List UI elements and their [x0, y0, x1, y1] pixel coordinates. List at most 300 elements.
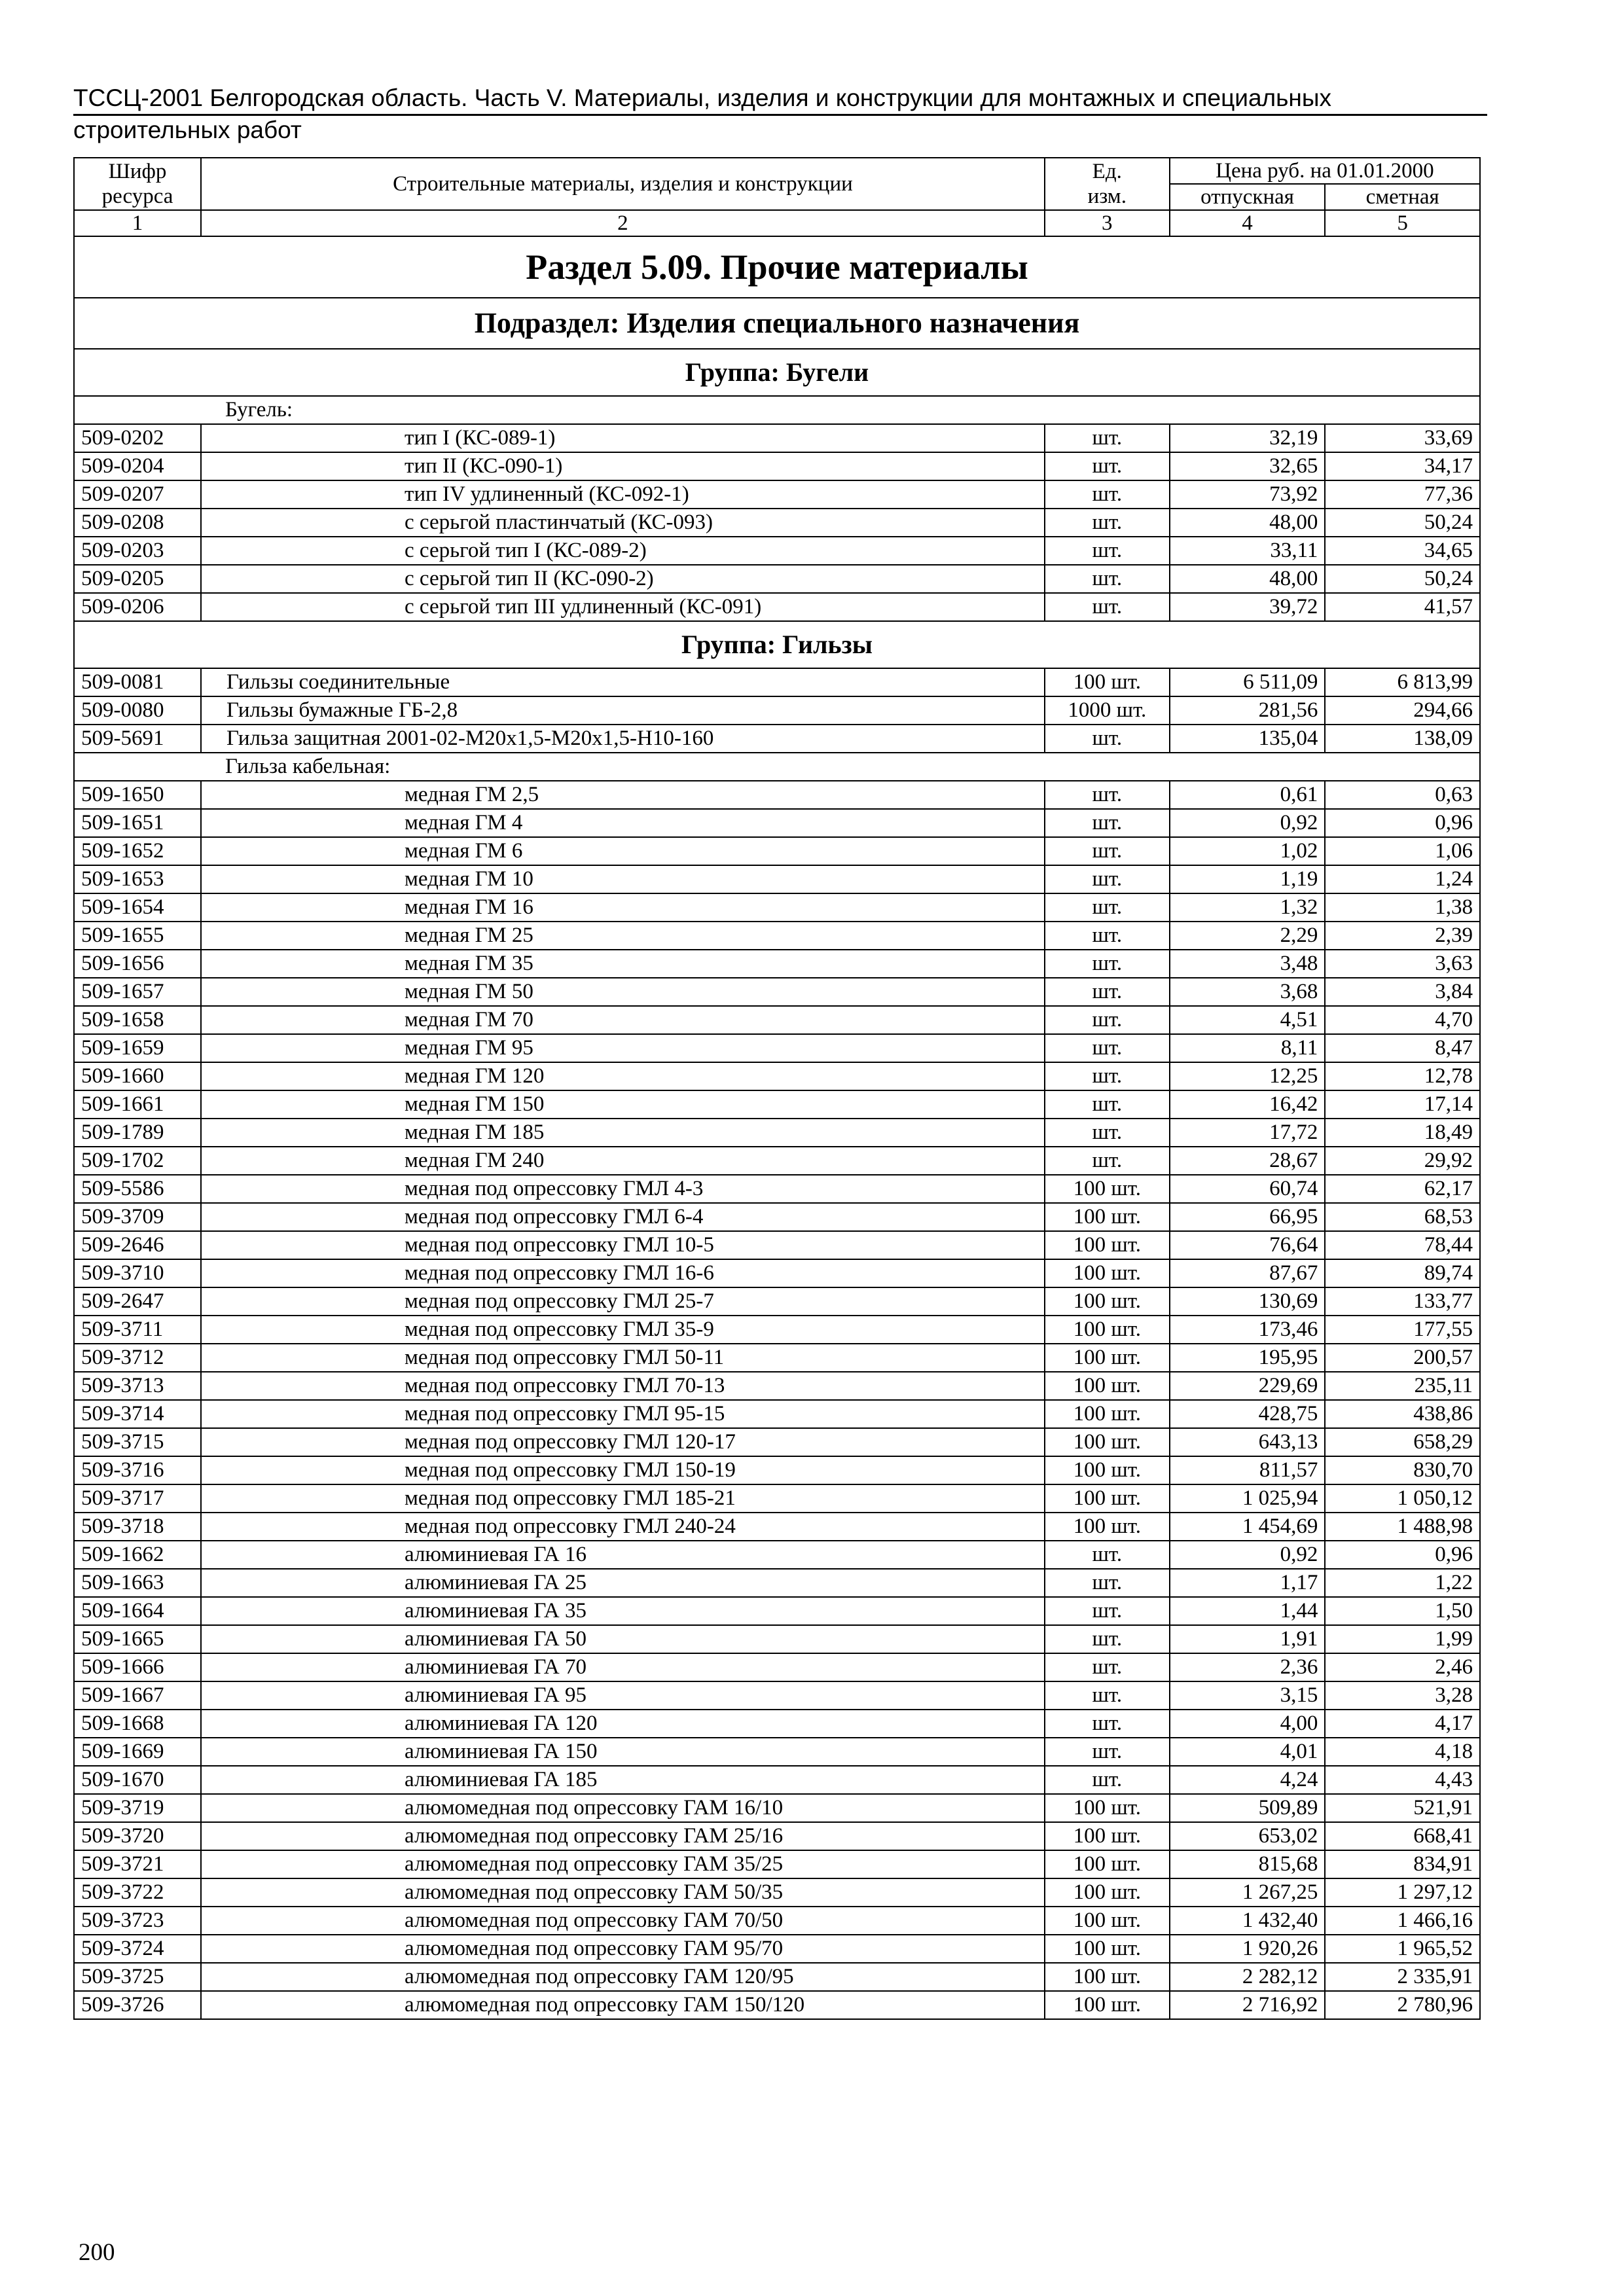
estimate-price: 4,43 — [1325, 1766, 1480, 1794]
table-row — [74, 1372, 1480, 1400]
resource-code: 509-0206 — [74, 593, 201, 621]
release-price: 3,15 — [1170, 1681, 1326, 1710]
resource-code: 509-3711 — [74, 1316, 201, 1344]
release-price: 32,19 — [1170, 424, 1326, 452]
estimate-price: 1 965,52 — [1325, 1935, 1480, 1963]
table-row — [74, 1175, 1480, 1203]
resource-code: 509-3722 — [74, 1878, 201, 1907]
resource-code: 509-3720 — [74, 1822, 201, 1850]
estimate-price: 0,96 — [1325, 809, 1480, 837]
resource-code: 509-0203 — [74, 537, 201, 565]
material-name: медная под опрессовку ГМЛ 25-7 — [201, 1287, 1045, 1316]
unit: 100 шт. — [1045, 1822, 1170, 1850]
release-price: 1,02 — [1170, 837, 1326, 865]
column-header-unit: Ед. изм. — [1045, 158, 1170, 210]
column-number: 4 — [1170, 210, 1326, 236]
release-price: 73,92 — [1170, 480, 1326, 509]
unit: 100 шт. — [1045, 1484, 1170, 1513]
cable-rows — [74, 781, 1480, 2019]
release-price: 281,56 — [1170, 696, 1326, 725]
unit: 100 шт. — [1045, 1850, 1170, 1878]
release-price: 1 454,69 — [1170, 1513, 1326, 1541]
table-row — [74, 1963, 1480, 1991]
table-row — [74, 1062, 1480, 1090]
resource-code: 509-2647 — [74, 1287, 201, 1316]
unit: шт. — [1045, 1597, 1170, 1625]
material-name: тип IV удлиненный (КС-092-1) — [201, 480, 1045, 509]
resource-code: 509-3723 — [74, 1907, 201, 1935]
unit: шт. — [1045, 1710, 1170, 1738]
table-row — [74, 696, 1480, 725]
resource-code: 509-1661 — [74, 1090, 201, 1119]
release-price: 2 716,92 — [1170, 1991, 1326, 2019]
table-row — [74, 1738, 1480, 1766]
estimate-price: 138,09 — [1325, 725, 1480, 753]
estimate-price: 34,17 — [1325, 452, 1480, 480]
estimate-price: 1 297,12 — [1325, 1878, 1480, 1907]
table-row — [74, 1006, 1480, 1034]
material-name: медная ГМ 185 — [201, 1119, 1045, 1147]
material-name: алюминиевая ГА 120 — [201, 1710, 1045, 1738]
estimate-price: 438,86 — [1325, 1400, 1480, 1428]
estimate-price: 50,24 — [1325, 565, 1480, 593]
bugeli-rows — [74, 424, 1480, 621]
unit: 100 шт. — [1045, 1907, 1170, 1935]
estimate-price: 77,36 — [1325, 480, 1480, 509]
table-row — [74, 1259, 1480, 1287]
estimate-price: 2,46 — [1325, 1653, 1480, 1681]
resource-code: 509-2646 — [74, 1231, 201, 1259]
unit: шт. — [1045, 1034, 1170, 1062]
header-title-line-1: ТССЦ-2001 Белгородская область. Часть V. Материалы, изделия и конструкции для монтажных и специальных — [73, 84, 1331, 111]
unit: 100 шт. — [1045, 1935, 1170, 1963]
gilzy-rows — [74, 668, 1480, 753]
cable-heading — [74, 753, 1480, 781]
estimate-price: 1 488,98 — [1325, 1513, 1480, 1541]
material-name: алюминиевая ГА 95 — [201, 1681, 1045, 1710]
estimate-price: 3,28 — [1325, 1681, 1480, 1710]
unit: 100 шт. — [1045, 1400, 1170, 1428]
column-number: 3 — [1045, 210, 1170, 236]
release-price: 17,72 — [1170, 1119, 1326, 1147]
table-row — [74, 509, 1480, 537]
material-name: медная ГМ 10 — [201, 865, 1045, 893]
material-name: медная под опрессовку ГМЛ 4-3 — [201, 1175, 1045, 1203]
release-price: 2,29 — [1170, 922, 1326, 950]
material-name: Гильзы соединительные — [201, 668, 1045, 696]
material-name: алюминиевая ГА 50 — [201, 1625, 1045, 1653]
estimate-price: 89,74 — [1325, 1259, 1480, 1287]
column-header-name: Строительные материалы, изделия и конструкции — [201, 158, 1045, 210]
table-row — [74, 1428, 1480, 1456]
material-name: Гильзы бумажные ГБ-2,8 — [201, 696, 1045, 725]
unit: шт. — [1045, 1625, 1170, 1653]
unit: 100 шт. — [1045, 1316, 1170, 1344]
table-row — [74, 1878, 1480, 1907]
resource-code: 509-3725 — [74, 1963, 201, 1991]
table-row — [74, 1400, 1480, 1428]
table-row — [74, 837, 1480, 865]
release-price: 428,75 — [1170, 1400, 1326, 1428]
release-price: 32,65 — [1170, 452, 1326, 480]
resource-code: 509-1664 — [74, 1597, 201, 1625]
resource-code: 509-1652 — [74, 837, 201, 865]
unit: шт. — [1045, 565, 1170, 593]
unit: шт. — [1045, 893, 1170, 922]
material-name: медная ГМ 120 — [201, 1062, 1045, 1090]
table-row — [74, 537, 1480, 565]
release-price: 1 432,40 — [1170, 1907, 1326, 1935]
release-price: 195,95 — [1170, 1344, 1326, 1372]
table-head-row — [74, 158, 1480, 184]
resource-code: 509-3716 — [74, 1456, 201, 1484]
release-price: 66,95 — [1170, 1203, 1326, 1231]
resource-code: 509-0208 — [74, 509, 201, 537]
material-name: медная ГМ 95 — [201, 1034, 1045, 1062]
estimate-price: 4,18 — [1325, 1738, 1480, 1766]
table-row — [74, 1907, 1480, 1935]
estimate-price: 1,22 — [1325, 1569, 1480, 1597]
resource-code: 509-3717 — [74, 1484, 201, 1513]
resource-code: 509-1650 — [74, 781, 201, 809]
material-name: медная ГМ 50 — [201, 978, 1045, 1006]
estimate-price: 830,70 — [1325, 1456, 1480, 1484]
resource-code: 509-1660 — [74, 1062, 201, 1090]
unit: шт. — [1045, 950, 1170, 978]
material-name: медная под опрессовку ГМЛ 50-11 — [201, 1344, 1045, 1372]
release-price: 16,42 — [1170, 1090, 1326, 1119]
table-row — [74, 1034, 1480, 1062]
material-name: медная ГМ 16 — [201, 893, 1045, 922]
material-name: алюминиевая ГА 185 — [201, 1766, 1045, 1794]
unit: шт. — [1045, 1766, 1170, 1794]
estimate-price: 668,41 — [1325, 1822, 1480, 1850]
release-price: 2 282,12 — [1170, 1963, 1326, 1991]
release-price: 87,67 — [1170, 1259, 1326, 1287]
material-name: медная ГМ 6 — [201, 837, 1045, 865]
resource-code: 509-0202 — [74, 424, 201, 452]
release-price: 130,69 — [1170, 1287, 1326, 1316]
release-price: 48,00 — [1170, 509, 1326, 537]
release-price: 60,74 — [1170, 1175, 1326, 1203]
material-name: алюмомедная под опрессовку ГАМ 16/10 — [201, 1794, 1045, 1822]
column-header-release-price: отпускная — [1170, 184, 1326, 210]
estimate-price: 12,78 — [1325, 1062, 1480, 1090]
column-number: 1 — [74, 210, 201, 236]
table-row — [74, 1287, 1480, 1316]
release-price: 135,04 — [1170, 725, 1326, 753]
release-price: 509,89 — [1170, 1794, 1326, 1822]
subgroup-label-row — [74, 753, 1480, 781]
resource-code: 509-3715 — [74, 1428, 201, 1456]
estimate-price: 0,96 — [1325, 1541, 1480, 1569]
unit: 100 шт. — [1045, 1372, 1170, 1400]
estimate-price: 18,49 — [1325, 1119, 1480, 1147]
estimate-price: 177,55 — [1325, 1316, 1480, 1344]
resource-code: 509-1655 — [74, 922, 201, 950]
resource-code: 509-1668 — [74, 1710, 201, 1738]
estimate-price: 834,91 — [1325, 1850, 1480, 1878]
release-price: 0,92 — [1170, 809, 1326, 837]
resource-code: 509-5691 — [74, 725, 201, 753]
material-name: алюмомедная под опрессовку ГАМ 70/50 — [201, 1907, 1045, 1935]
header-title-line-2: строительных работ — [73, 117, 302, 143]
table-row — [74, 1991, 1480, 2019]
material-name: медная под опрессовку ГМЛ 6-4 — [201, 1203, 1045, 1231]
table-row — [74, 1653, 1480, 1681]
unit: шт. — [1045, 837, 1170, 865]
table-row — [74, 1513, 1480, 1541]
table-row — [74, 1710, 1480, 1738]
unit: шт. — [1045, 1147, 1170, 1175]
group-heading-row — [74, 349, 1480, 396]
resource-code: 509-3710 — [74, 1259, 201, 1287]
table-row — [74, 865, 1480, 893]
release-price: 0,61 — [1170, 781, 1326, 809]
unit: шт. — [1045, 1006, 1170, 1034]
estimate-price: 294,66 — [1325, 696, 1480, 725]
unit: шт. — [1045, 593, 1170, 621]
column-header-estimate-price: сметная — [1325, 184, 1480, 210]
table-row — [74, 1090, 1480, 1119]
estimate-price: 3,63 — [1325, 950, 1480, 978]
release-price: 2,36 — [1170, 1653, 1326, 1681]
resource-code: 509-1653 — [74, 865, 201, 893]
subsection-heading-row — [74, 298, 1480, 349]
column-number: 5 — [1325, 210, 1480, 236]
material-name: медная под опрессовку ГМЛ 150-19 — [201, 1456, 1045, 1484]
table-row — [74, 1316, 1480, 1344]
estimate-price: 33,69 — [1325, 424, 1480, 452]
unit: 100 шт. — [1045, 1428, 1170, 1456]
table-row — [74, 809, 1480, 837]
unit: шт. — [1045, 424, 1170, 452]
material-name: медная ГМ 2,5 — [201, 781, 1045, 809]
resource-code: 509-1663 — [74, 1569, 201, 1597]
release-price: 1,32 — [1170, 893, 1326, 922]
table-row — [74, 893, 1480, 922]
unit: шт. — [1045, 922, 1170, 950]
table-row — [74, 1344, 1480, 1372]
unit: шт. — [1045, 1681, 1170, 1710]
resource-code: 509-0207 — [74, 480, 201, 509]
release-price: 811,57 — [1170, 1456, 1326, 1484]
unit: шт. — [1045, 1653, 1170, 1681]
page-number: 200 — [79, 2239, 115, 2266]
estimate-price: 17,14 — [1325, 1090, 1480, 1119]
material-name: медная ГМ 35 — [201, 950, 1045, 978]
estimate-price: 1,06 — [1325, 837, 1480, 865]
table-row — [74, 922, 1480, 950]
release-price: 1 025,94 — [1170, 1484, 1326, 1513]
resource-code: 509-0081 — [74, 668, 201, 696]
unit: 100 шт. — [1045, 1513, 1170, 1541]
table-row — [74, 668, 1480, 696]
resource-code: 509-1659 — [74, 1034, 201, 1062]
unit: шт. — [1045, 809, 1170, 837]
material-name: алюминиевая ГА 16 — [201, 1541, 1045, 1569]
resource-code: 509-1651 — [74, 809, 201, 837]
unit: шт. — [1045, 1738, 1170, 1766]
release-price: 1 267,25 — [1170, 1878, 1326, 1907]
estimate-price: 200,57 — [1325, 1344, 1480, 1372]
material-name: медная под опрессовку ГМЛ 16-6 — [201, 1259, 1045, 1287]
release-price: 653,02 — [1170, 1822, 1326, 1850]
material-name: алюминиевая ГА 70 — [201, 1653, 1045, 1681]
table-row — [74, 1231, 1480, 1259]
material-name: с серьгой пластинчатый (КС-093) — [201, 509, 1045, 537]
estimate-price: 68,53 — [1325, 1203, 1480, 1231]
column-number: 2 — [201, 210, 1045, 236]
group-heading-row — [74, 621, 1480, 668]
table-row — [74, 1203, 1480, 1231]
estimate-price: 521,91 — [1325, 1794, 1480, 1822]
release-price: 4,51 — [1170, 1006, 1326, 1034]
table-row — [74, 1822, 1480, 1850]
estimate-price: 1,38 — [1325, 893, 1480, 922]
release-price: 173,46 — [1170, 1316, 1326, 1344]
resource-code: 509-3724 — [74, 1935, 201, 1963]
table-row — [74, 725, 1480, 753]
table-row — [74, 1597, 1480, 1625]
estimate-price: 2 335,91 — [1325, 1963, 1480, 1991]
release-price: 4,01 — [1170, 1738, 1326, 1766]
unit: шт. — [1045, 1569, 1170, 1597]
release-price: 6 511,09 — [1170, 668, 1326, 696]
subsection-heading: Подраздел: Изделия специального назначения — [74, 298, 1480, 349]
table-row — [74, 1119, 1480, 1147]
unit: 100 шт. — [1045, 1203, 1170, 1231]
estimate-price: 235,11 — [1325, 1372, 1480, 1400]
gilzy-heading — [74, 621, 1480, 668]
unit: 100 шт. — [1045, 1456, 1170, 1484]
estimate-price: 2,39 — [1325, 922, 1480, 950]
material-name: алюмомедная под опрессовку ГАМ 120/95 — [201, 1963, 1045, 1991]
unit: 100 шт. — [1045, 1344, 1170, 1372]
resource-code: 509-1789 — [74, 1119, 201, 1147]
release-price: 12,25 — [1170, 1062, 1326, 1090]
table-row — [74, 1850, 1480, 1878]
unit: шт. — [1045, 865, 1170, 893]
estimate-price: 62,17 — [1325, 1175, 1480, 1203]
release-price: 8,11 — [1170, 1034, 1326, 1062]
unit: шт. — [1045, 509, 1170, 537]
release-price: 4,24 — [1170, 1766, 1326, 1794]
release-price: 1,17 — [1170, 1569, 1326, 1597]
material-name: медная под опрессовку ГМЛ 95-15 — [201, 1400, 1045, 1428]
material-name: медная ГМ 150 — [201, 1090, 1045, 1119]
unit: шт. — [1045, 1119, 1170, 1147]
unit: 100 шт. — [1045, 1794, 1170, 1822]
table-row — [74, 1766, 1480, 1794]
table-row — [74, 480, 1480, 509]
release-price: 48,00 — [1170, 565, 1326, 593]
estimate-price: 2 780,96 — [1325, 1991, 1480, 2019]
unit: шт. — [1045, 1062, 1170, 1090]
estimate-price: 41,57 — [1325, 593, 1480, 621]
resource-code: 509-1658 — [74, 1006, 201, 1034]
table-row — [74, 1569, 1480, 1597]
material-name: медная под опрессовку ГМЛ 240-24 — [201, 1513, 1045, 1541]
material-name: тип II (КС-090-1) — [201, 452, 1045, 480]
release-price: 1 920,26 — [1170, 1935, 1326, 1963]
unit: 100 шт. — [1045, 1259, 1170, 1287]
resource-code: 509-1657 — [74, 978, 201, 1006]
material-name: медная под опрессовку ГМЛ 185-21 — [201, 1484, 1045, 1513]
unit: 100 шт. — [1045, 668, 1170, 696]
resource-code: 509-0080 — [74, 696, 201, 725]
unit: шт. — [1045, 781, 1170, 809]
resource-code: 509-1667 — [74, 1681, 201, 1710]
resource-code: 509-1702 — [74, 1147, 201, 1175]
release-price: 4,00 — [1170, 1710, 1326, 1738]
material-name: медная под опрессовку ГМЛ 70-13 — [201, 1372, 1045, 1400]
table-row — [74, 424, 1480, 452]
estimate-price: 0,63 — [1325, 781, 1480, 809]
table-row — [74, 1147, 1480, 1175]
release-price: 643,13 — [1170, 1428, 1326, 1456]
resource-code: 509-0204 — [74, 452, 201, 480]
unit: 100 шт. — [1045, 1175, 1170, 1203]
estimate-price: 78,44 — [1325, 1231, 1480, 1259]
material-name: медная под опрессовку ГМЛ 10-5 — [201, 1231, 1045, 1259]
estimate-price: 658,29 — [1325, 1428, 1480, 1456]
table-row — [74, 1456, 1480, 1484]
table-row — [74, 1541, 1480, 1569]
table-row — [74, 1625, 1480, 1653]
resource-code: 509-3721 — [74, 1850, 201, 1878]
release-price: 1,44 — [1170, 1597, 1326, 1625]
resource-code: 509-0205 — [74, 565, 201, 593]
release-price: 28,67 — [1170, 1147, 1326, 1175]
unit: 100 шт. — [1045, 1231, 1170, 1259]
estimate-price: 50,24 — [1325, 509, 1480, 537]
material-name: медная ГМ 4 — [201, 809, 1045, 837]
price-table — [73, 157, 1481, 2020]
column-number-row — [74, 210, 1480, 236]
release-price: 39,72 — [1170, 593, 1326, 621]
resource-code: 509-3719 — [74, 1794, 201, 1822]
estimate-price: 4,70 — [1325, 1006, 1480, 1034]
unit: шт. — [1045, 978, 1170, 1006]
table-row — [74, 1484, 1480, 1513]
unit: 1000 шт. — [1045, 696, 1170, 725]
unit: 100 шт. — [1045, 1878, 1170, 1907]
subgroup-label: Бугель: — [74, 396, 1480, 424]
table-row — [74, 565, 1480, 593]
resource-code: 509-1670 — [74, 1766, 201, 1794]
section-heading-row — [74, 236, 1480, 298]
material-name: алюминиевая ГА 25 — [201, 1569, 1045, 1597]
table-row — [74, 950, 1480, 978]
release-price: 3,68 — [1170, 978, 1326, 1006]
material-name: алюминиевая ГА 150 — [201, 1738, 1045, 1766]
material-name: Гильза защитная 2001-02-М20х1,5-М20х1,5-Н10-160 — [201, 725, 1045, 753]
table-row — [74, 593, 1480, 621]
estimate-price: 133,77 — [1325, 1287, 1480, 1316]
page-header — [73, 84, 1487, 145]
material-name: алюмомедная под опрессовку ГАМ 35/25 — [201, 1850, 1045, 1878]
resource-code: 509-3709 — [74, 1203, 201, 1231]
table-row — [74, 1794, 1480, 1822]
resource-code: 509-1665 — [74, 1625, 201, 1653]
material-name: медная под опрессовку ГМЛ 35-9 — [201, 1316, 1045, 1344]
estimate-price: 1 466,16 — [1325, 1907, 1480, 1935]
subgroup-label-row — [74, 396, 1480, 424]
material-name: алюмомедная под опрессовку ГАМ 150/120 — [201, 1991, 1045, 2019]
group-heading: Группа: Гильзы — [74, 621, 1480, 668]
estimate-price: 1 050,12 — [1325, 1484, 1480, 1513]
